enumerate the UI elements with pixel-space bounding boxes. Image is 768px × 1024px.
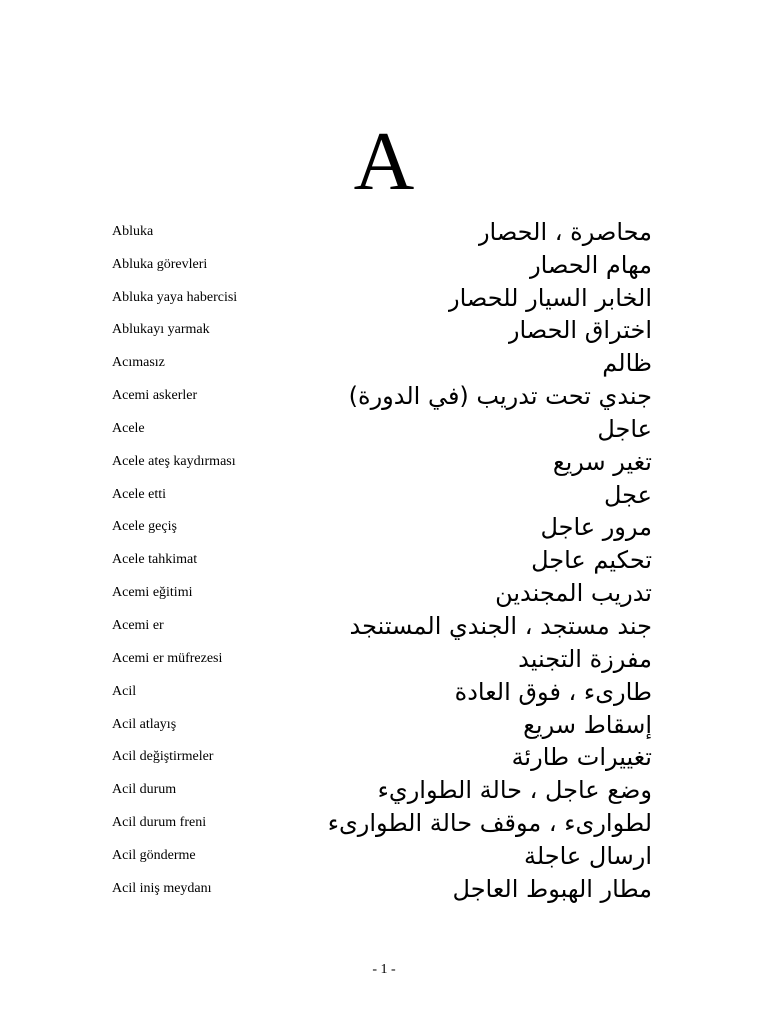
arabic-translation: مفرزة التجنيد — [518, 644, 652, 673]
arabic-translation: الخابر السيار للحصار — [448, 283, 652, 312]
dictionary-entry — [112, 510, 652, 543]
arabic-translation: لطوارىء ، موقف حالة الطوارىء — [327, 809, 652, 838]
arabic-translation: ارسال عاجلة — [523, 841, 652, 870]
section-letter-heading: A — [353, 115, 415, 208]
dictionary-entry — [112, 805, 652, 838]
turkish-term: Acemi er müfrezesi — [112, 650, 223, 666]
dictionary-entry — [112, 247, 652, 280]
arabic-translation: تغييرات طارئة — [511, 743, 652, 772]
arabic-translation: إسقاط سريع — [523, 710, 652, 739]
turkish-term: Abluka görevleri — [112, 256, 208, 272]
turkish-term: Abluka yaya habercisi — [112, 289, 238, 305]
arabic-translation: جندي تحت تدريب (في الدورة) — [348, 382, 652, 411]
page-number: - 1 - — [372, 962, 396, 977]
turkish-term: Acil durum freni — [112, 815, 207, 831]
arabic-translation: جند مستجد ، الجندي المستنجد — [349, 611, 652, 640]
arabic-translation: تحكيم عاجل — [531, 546, 652, 575]
turkish-term: Acele ateş kaydırması — [112, 453, 236, 469]
arabic-translation: اختراق الحصار — [507, 316, 652, 345]
turkish-term: Acil atlayış — [112, 716, 177, 732]
arabic-translation: مطار الهبوط العاجل — [452, 874, 652, 903]
dictionary-entry — [112, 707, 652, 740]
arabic-translation: طارىء ، فوق العادة — [454, 677, 652, 706]
arabic-translation: تغير سريع — [552, 447, 652, 476]
turkish-term: Acemi er — [112, 617, 164, 633]
arabic-translation: وضع عاجل ، حالة الطواريء — [377, 776, 652, 805]
turkish-term: Acele geçiş — [112, 519, 177, 535]
dictionary-entry — [112, 871, 652, 904]
turkish-term: Acımasız — [112, 355, 165, 371]
dictionary-entry — [112, 542, 652, 575]
dictionary-entries — [112, 214, 652, 904]
turkish-term: Acele — [112, 420, 145, 436]
arabic-translation: عجل — [604, 480, 652, 509]
turkish-term: Acemi eğitimi — [112, 585, 193, 601]
turkish-term: Acil — [112, 683, 137, 699]
dictionary-entry — [112, 674, 652, 707]
arabic-translation: تدريب المجندين — [495, 579, 652, 608]
dictionary-entry — [112, 477, 652, 510]
arabic-translation: عاجل — [597, 414, 652, 443]
turkish-term: Acil değiştirmeler — [112, 749, 214, 765]
dictionary-entry — [112, 575, 652, 608]
dictionary-entry — [112, 345, 652, 378]
arabic-translation: مرور عاجل — [540, 513, 652, 542]
dictionary-entry — [112, 740, 652, 773]
dictionary-entry — [112, 444, 652, 477]
dictionary-entry — [112, 214, 652, 247]
dictionary-entry — [112, 608, 652, 641]
arabic-translation: ظالم — [602, 349, 652, 378]
dictionary-entry — [112, 378, 652, 411]
turkish-term: Acele etti — [112, 486, 167, 502]
arabic-translation: مهام الحصار — [529, 250, 652, 279]
dictionary-entry — [112, 641, 652, 674]
turkish-term: Ablukayı yarmak — [112, 322, 210, 338]
turkish-term: Acele tahkimat — [112, 552, 198, 568]
dictionary-entry — [112, 313, 652, 346]
dictionary-entry — [112, 838, 652, 871]
turkish-term: Acemi askerler — [112, 388, 198, 404]
turkish-term: Abluka — [112, 223, 154, 239]
turkish-term: Acil durum — [112, 782, 177, 798]
turkish-term: Acil gönderme — [112, 847, 196, 863]
dictionary-entry — [112, 411, 652, 444]
turkish-term: Acil iniş meydanı — [112, 880, 212, 896]
arabic-translation: محاصرة ، الحصار — [477, 217, 652, 246]
dictionary-entry — [112, 280, 652, 313]
dictionary-entry — [112, 772, 652, 805]
